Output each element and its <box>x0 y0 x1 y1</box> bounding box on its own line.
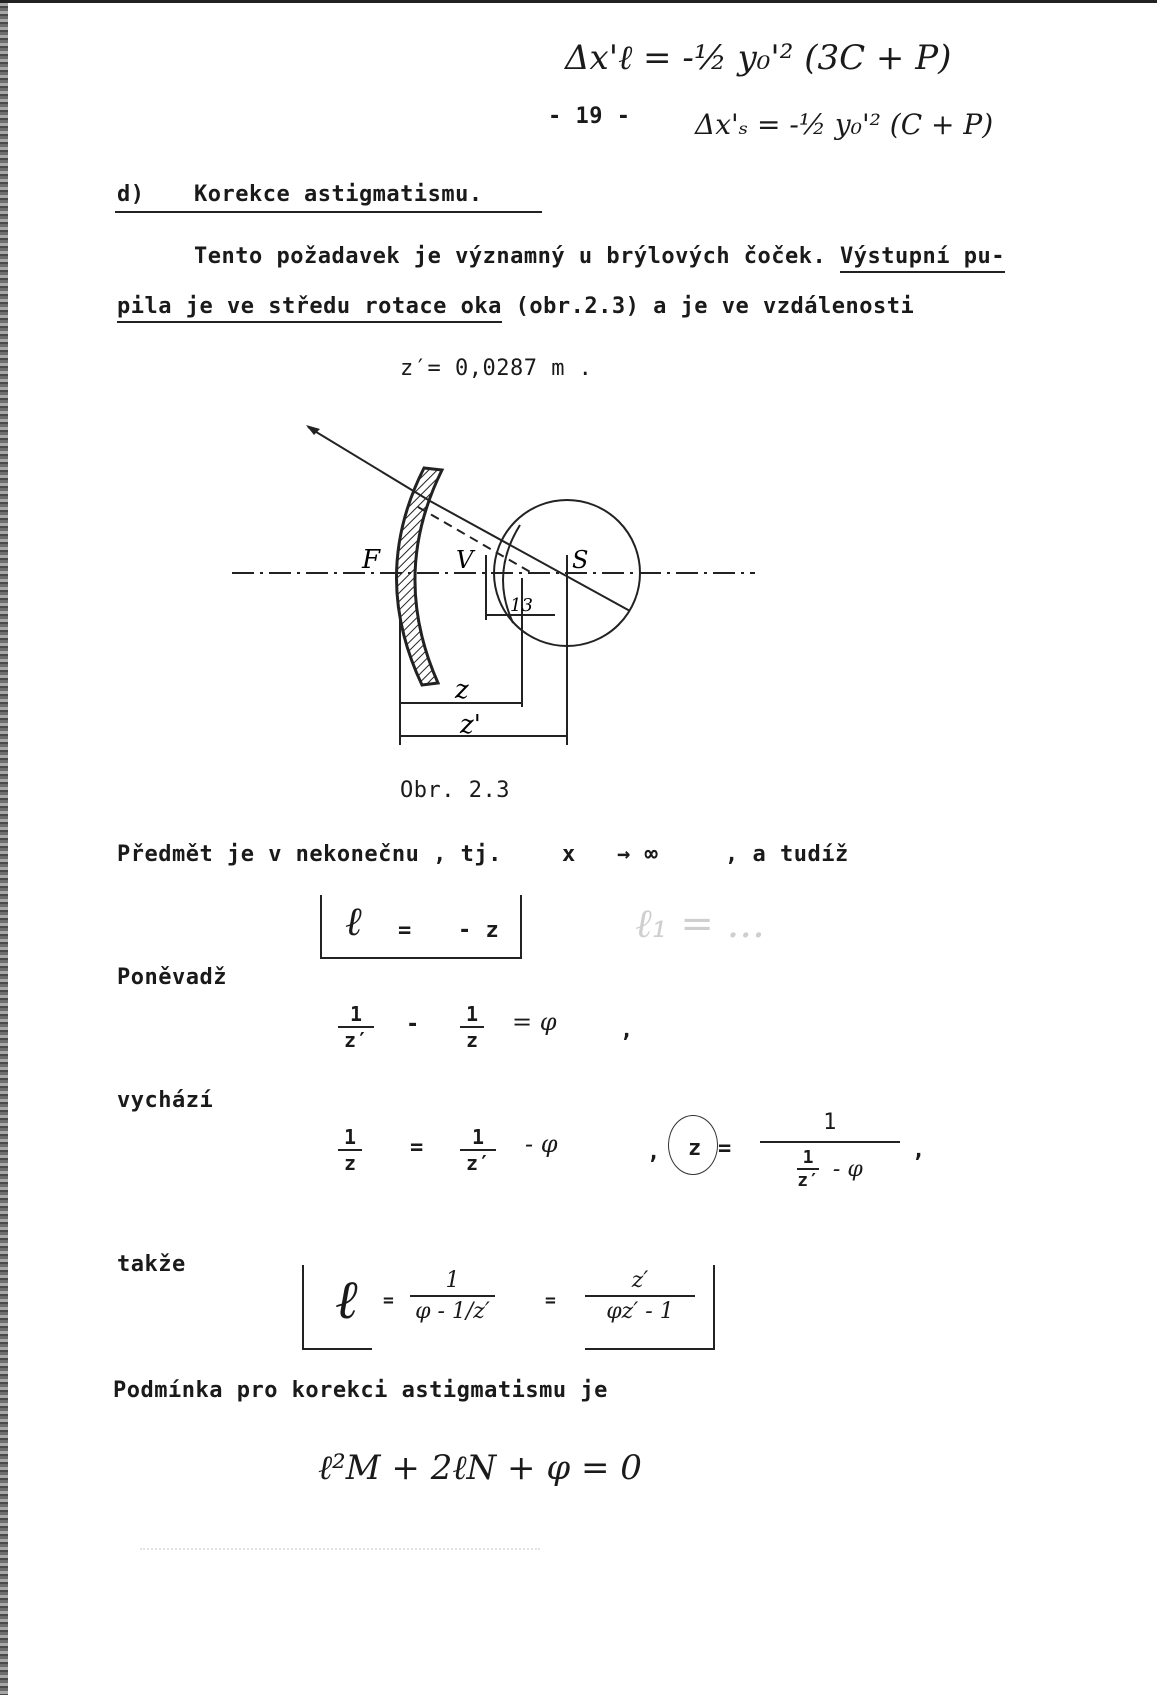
solve-equals: = <box>410 1135 424 1160</box>
object-infinity-lead: Předmět je v nekonečnu , tj. <box>117 842 502 867</box>
eq1-l: ℓ <box>345 899 362 945</box>
object-infinity-tail: , a tudíž <box>725 842 849 867</box>
solve-den1: z <box>344 1151 357 1175</box>
label-F: F <box>362 545 381 575</box>
lens-eq-frac2 <box>460 1002 484 1052</box>
condition-text: Podmínka pro korekci astigmatismu je <box>113 1378 608 1403</box>
faint-pencil-marks <box>140 1548 540 1552</box>
label-z: z <box>455 675 469 705</box>
result-frac2 <box>585 1268 695 1324</box>
lens-eq-minus: - <box>406 1012 420 1037</box>
result-frac1 <box>410 1268 495 1324</box>
word-vychazi: vychází <box>117 1088 214 1113</box>
lens-eq-comma: , <box>620 1018 634 1043</box>
result-box-right <box>713 1265 715 1350</box>
result-l: ℓ <box>335 1268 358 1331</box>
margin-note-2: Δx'ₛ = -½ y₀'² (C + P) <box>695 108 994 141</box>
margin-note-1: Δx'ℓ = -½ y₀'² (3C + P) <box>565 38 952 78</box>
scan-top-edge <box>0 0 1157 3</box>
solve-num2: 1 <box>472 1125 485 1149</box>
result-equals1: = <box>383 1290 395 1311</box>
paragraph-line1-underlined: Výstupní pu- <box>840 244 1005 273</box>
lens-eq-den1: z′ <box>344 1028 369 1052</box>
solve-minus-phi: - φ <box>525 1130 558 1158</box>
handwritten-l1-note: ℓ₁ = ... <box>635 901 765 947</box>
paragraph-line2-plain: (obr.2.3) a je ve vzdálenosti <box>515 294 915 319</box>
lens-eq-frac1 <box>338 1002 374 1052</box>
lens-eq-rhs: = φ <box>512 1008 557 1036</box>
object-infinity-arrow: → ∞ <box>617 842 659 867</box>
figure-obr-2-3 <box>220 415 780 755</box>
final-equation: ℓ²M + 2ℓN + φ = 0 <box>318 1448 642 1488</box>
label-V: V <box>456 546 474 574</box>
solve-frac3 <box>760 1110 900 1191</box>
solve-z: z <box>688 1136 702 1161</box>
scan-left-edge <box>0 0 8 1695</box>
result-box-bottom <box>302 1348 372 1350</box>
result-num2: z′ <box>631 1268 649 1293</box>
solve-den3-num: 1 <box>802 1147 814 1168</box>
distance-equation: z′= 0,0287 m . <box>400 356 593 381</box>
spectacle-lens <box>396 468 442 685</box>
lens-eq-den2: z <box>466 1028 479 1052</box>
word-takze: takže <box>117 1252 186 1277</box>
solve-den2: z′ <box>466 1151 491 1175</box>
solve-comma1: , <box>647 1140 661 1165</box>
label-z-prime: z' <box>460 710 481 740</box>
solve-num1: 1 <box>344 1125 357 1149</box>
section-underline <box>115 211 542 213</box>
section-title: Korekce astigmatismu. <box>194 182 483 207</box>
paragraph-line1-plain: Tento požadavek je významný u brýlových čoček. <box>194 244 827 269</box>
eq1-equals: = <box>398 918 412 943</box>
solve-den3 <box>797 1147 863 1191</box>
result-den1: φ - 1/z′ <box>415 1299 490 1324</box>
paragraph-line2 <box>117 294 914 319</box>
solve-frac2 <box>460 1125 496 1175</box>
solve-equals2: = <box>718 1136 732 1161</box>
incoming-ray <box>308 427 430 501</box>
word-ponevadz: Poněvadž <box>117 965 227 990</box>
paragraph-line1 <box>194 244 1005 269</box>
solve-den3-minus-phi: - φ <box>832 1156 863 1182</box>
result-den2: φz′ - 1 <box>606 1299 674 1324</box>
result-box-left <box>302 1265 304 1350</box>
solve-den3-den: z′ <box>797 1170 819 1191</box>
solve-den3-frac <box>797 1147 819 1191</box>
solve-num3: 1 <box>823 1110 837 1135</box>
lens-eq-num1: 1 <box>350 1002 363 1026</box>
result-equals2: = <box>545 1290 557 1311</box>
eq1-rhs: - z <box>458 918 500 943</box>
label-13: 13 <box>510 595 533 616</box>
label-S: S <box>572 546 589 574</box>
section-label: d) <box>117 182 145 207</box>
lens-eq-num2: 1 <box>466 1002 479 1026</box>
object-infinity-x: x <box>562 842 576 867</box>
solve-frac1 <box>338 1125 362 1175</box>
dashed-ray <box>418 507 532 573</box>
solve-comma2: , <box>912 1138 926 1163</box>
figure-caption: Obr. 2.3 <box>400 778 510 803</box>
paragraph-line2-underlined: pila je ve středu rotace oka <box>117 294 502 323</box>
result-num1: 1 <box>445 1268 460 1293</box>
page-number: - 19 - <box>548 104 631 129</box>
